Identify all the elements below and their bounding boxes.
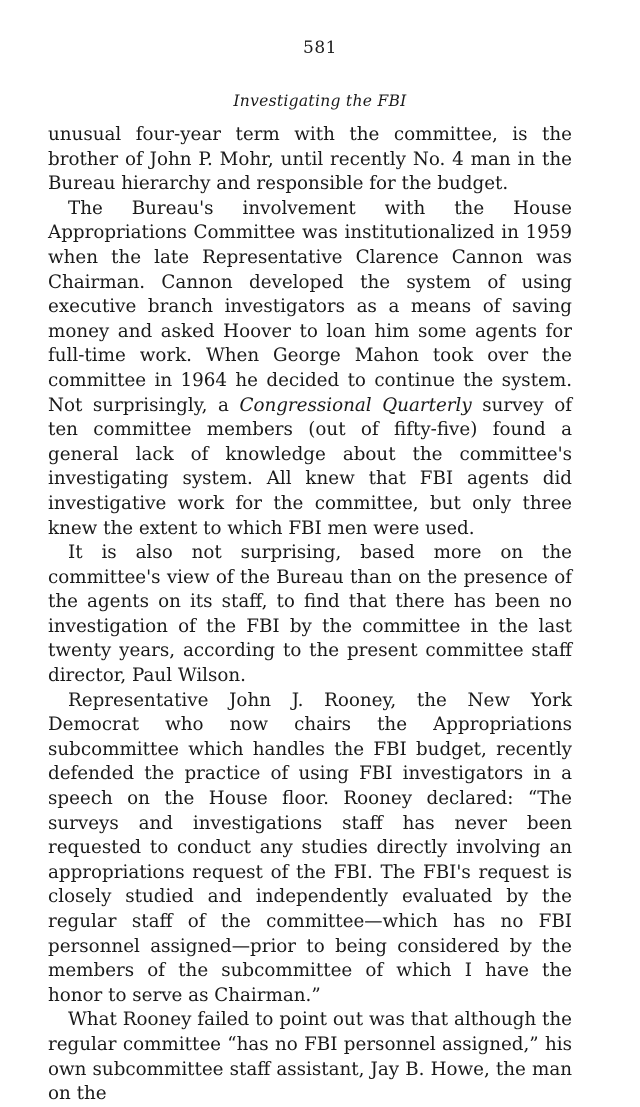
paragraph-text: unusual four-year term with the committee, is the brother of John P. Mohr, until recently No. 4 man in the Bureau hierarchy and responsible for the budget. <box>48 124 572 195</box>
paragraph-text: Representative John J. Rooney, the New York Democrat who now chairs the Appropriations subcommittee which handles the FBI budget, recently defended the practice of using FBI investigators in a speech on the House floor. Rooney declared: “The surveys and investigations staff has never been requested to conduct any studies directly involving an appropriations request of the FBI. The FBI's request is closely studied and independently evaluated by the regular staff of the committee—which has no FBI personnel assigned—prior to being considered by the members of the subcommittee of which I have the honor to serve as Chairman.” <box>48 689 572 1006</box>
paragraph-no-investigation <box>48 541 572 689</box>
paragraph-text: What Rooney failed to point out was that although the regular committee “has no FBI personnel assigned,” his own subcommittee staff assistant, Jay B. Howe, the man on the <box>48 1009 572 1105</box>
paragraph-rooney-quote <box>48 689 572 1009</box>
paragraph-appropriations <box>48 197 572 541</box>
paragraph-rooney-failed <box>48 1008 572 1106</box>
running-head: Investigating the FBI <box>233 92 407 110</box>
publication-title: Congressional Quarterly <box>239 394 472 416</box>
paragraph-text: The Bureau's involvement with the House Appropriations Committee was institutionalized in 1959 when the late Representative Clarence Cannon was Chairman. Cannon developed the system of using executive branch investigators as a means of saving money and asked Hoover to loan him some agents for full-time work. When George Mahon took over the committee in 1964 he decided to continue the system. Not surprisingly, a <box>48 197 572 416</box>
body-text <box>48 123 572 1107</box>
paragraph-continued <box>48 123 572 197</box>
paragraph-text: It is also not surprising, based more on the committee's view of the Bureau than on the presence of the agents on its staff, to find that there has been no investigation of the FBI by the committee in the last twenty years, according to the present committee staff director, Paul Wilson. <box>48 542 572 687</box>
page-number: 581 <box>303 38 337 58</box>
paragraph-text: survey of ten committee members (out of fifty-five) found a general lack of knowledge about the committee's investigating system. All knew that FBI agents did investigative work for the committee, but only three knew the extent to which FBI men were used. <box>48 394 572 539</box>
